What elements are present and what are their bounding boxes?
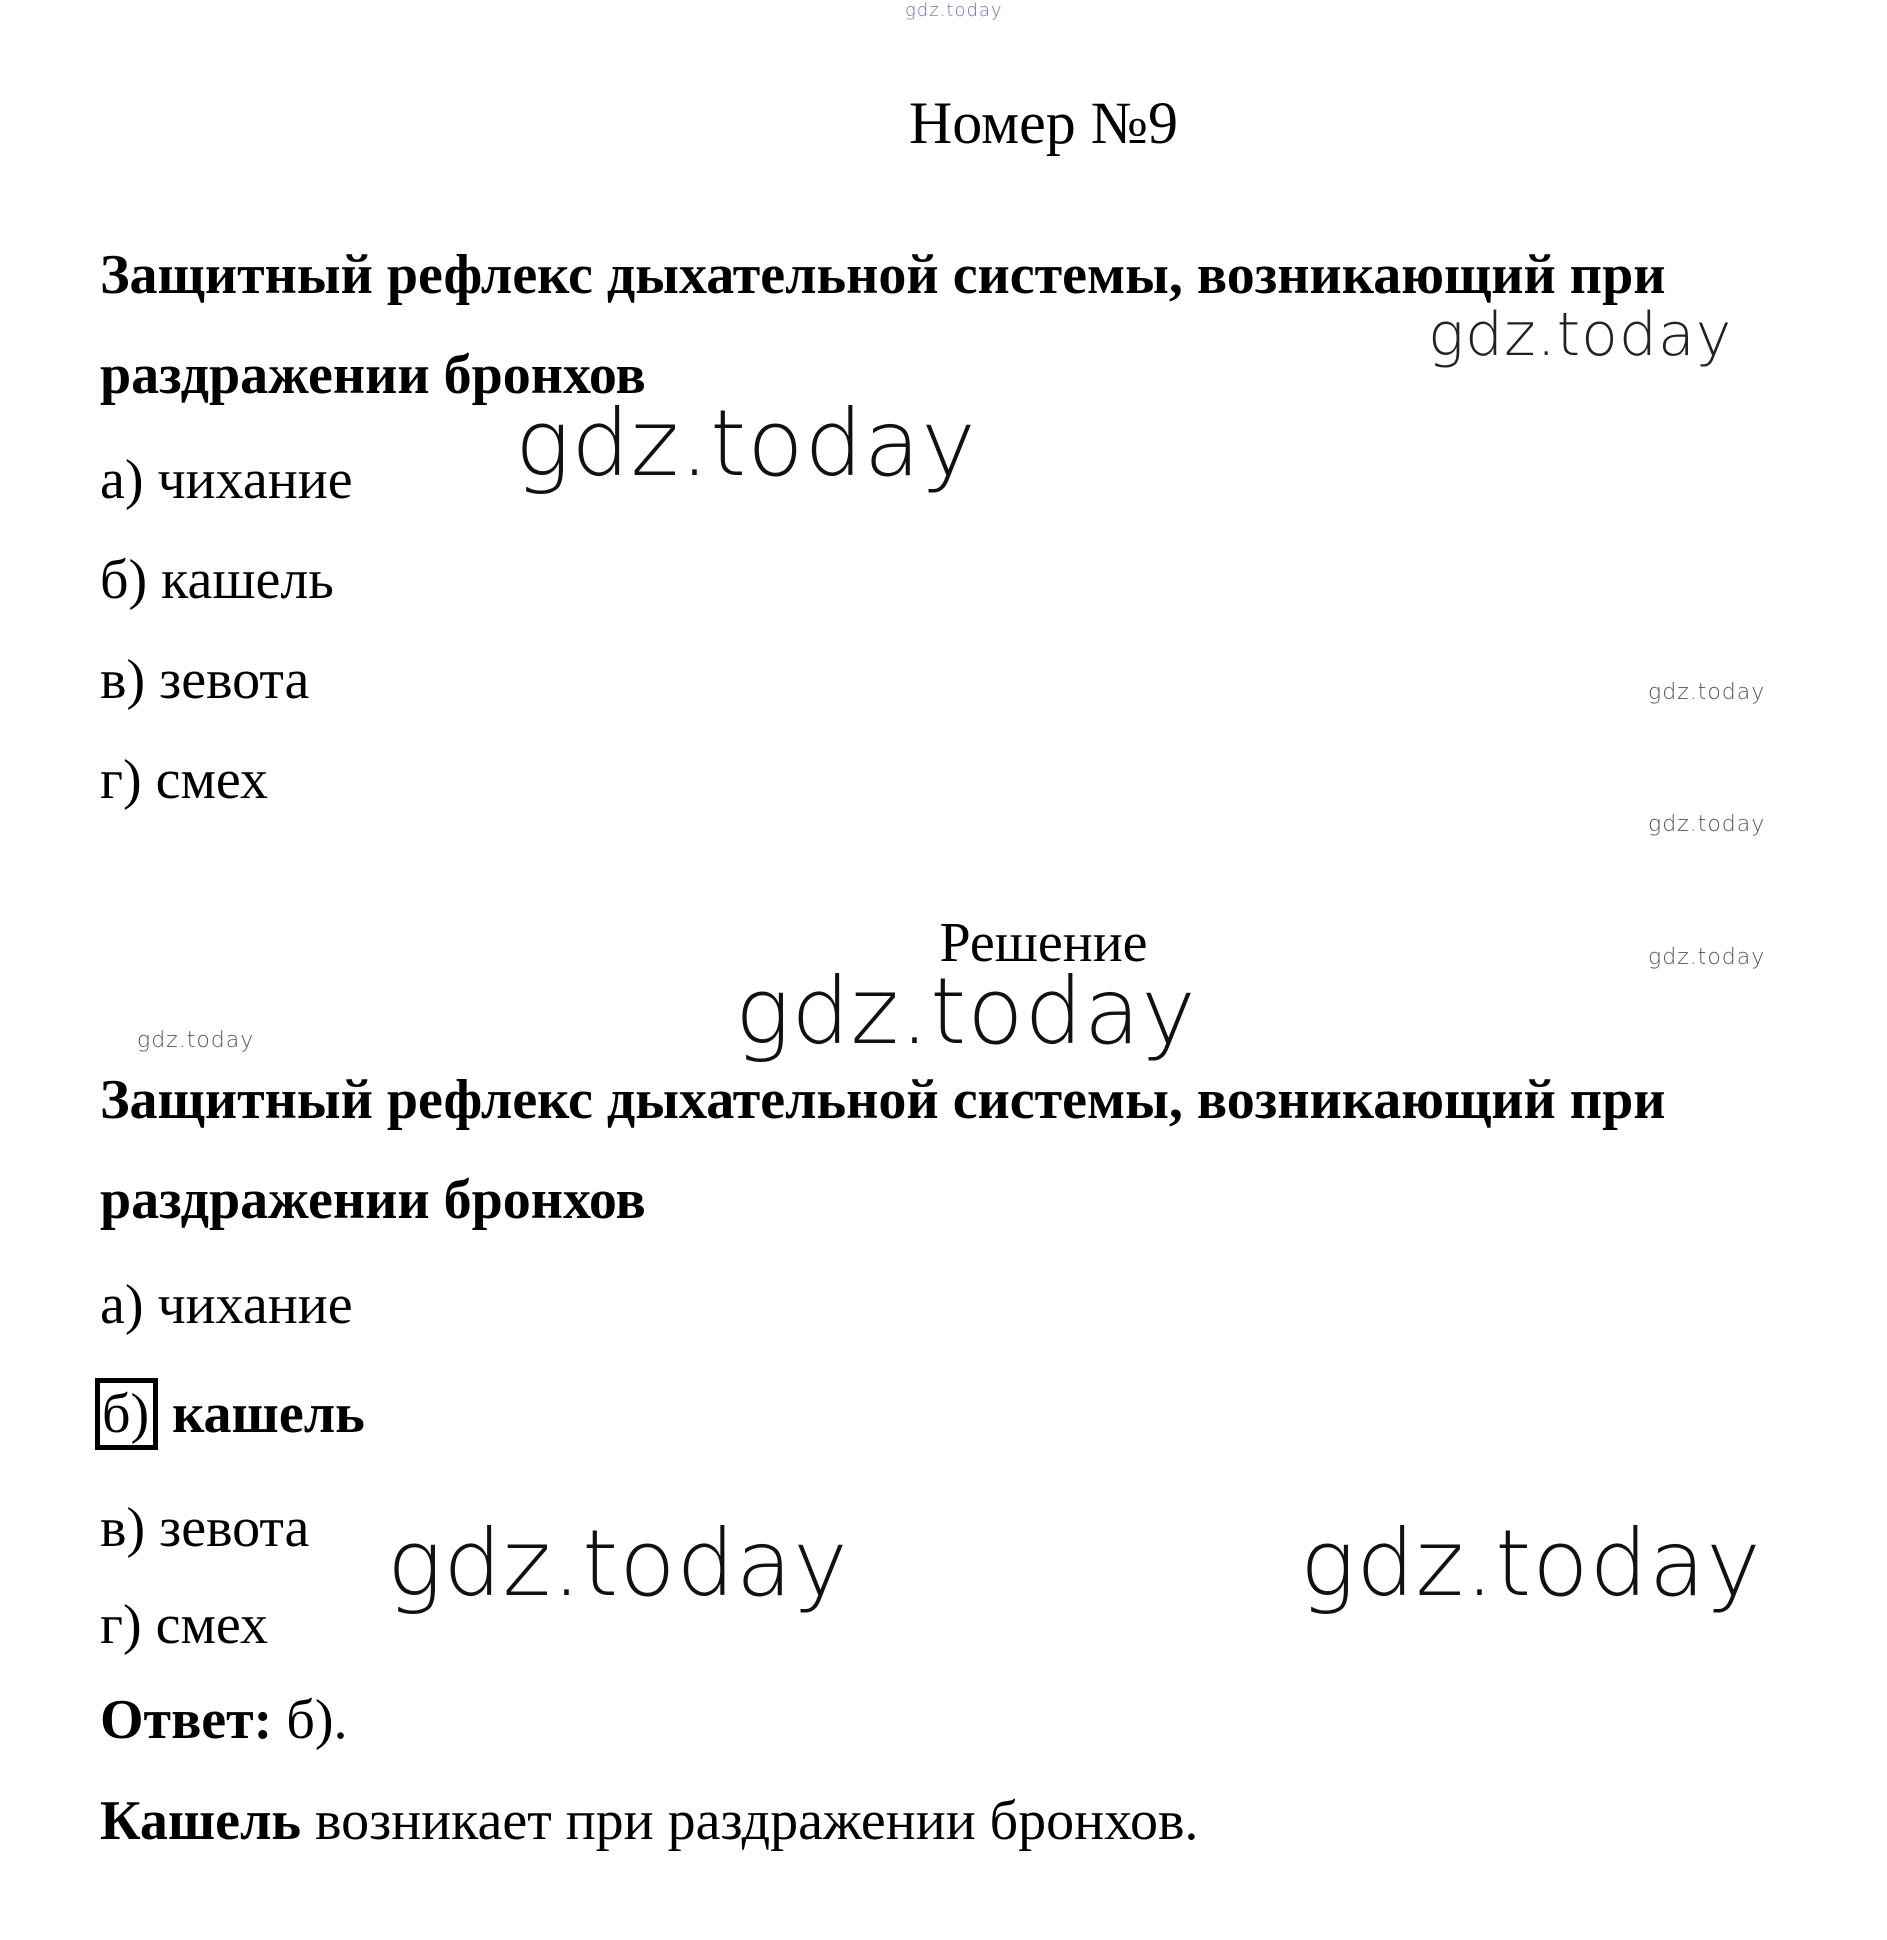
option-text: зевота (159, 1497, 310, 1559)
watermark: gdz.today (1428, 300, 1733, 370)
task-option-b (100, 547, 334, 613)
watermark: gdz.today (387, 1510, 849, 1617)
solution-option-b-correct (100, 1378, 365, 1450)
option-text: кашель (161, 549, 334, 611)
watermark: gdz.today (137, 1028, 255, 1053)
solution-option-a (100, 1272, 353, 1338)
option-text: чихание (157, 449, 353, 511)
option-letter: а) (100, 1274, 144, 1336)
task-option-a (100, 447, 353, 513)
watermark: gdz.today (1648, 812, 1766, 837)
option-text: смех (155, 749, 269, 811)
option-letter: в) (100, 649, 146, 711)
explanation-text: возникает при раздражении бронхов. (301, 1790, 1199, 1852)
option-letter: а) (100, 449, 144, 511)
task-question: Защитный рефлекс дыхательной системы, возникающий при раздражении бронхов (100, 244, 1666, 406)
watermark: gdz.today (1300, 1510, 1762, 1617)
explanation-line (100, 1788, 1198, 1854)
option-letter: б) (100, 549, 148, 611)
solution-option-c (100, 1495, 309, 1561)
watermark-top: gdz.today (905, 0, 1003, 21)
option-text: кашель (172, 1383, 365, 1445)
option-letter: г) (100, 749, 142, 811)
explanation-term: Кашель (100, 1790, 302, 1852)
answer-value: б). (272, 1689, 348, 1751)
solution-question: Защитный рефлекс дыхательной системы, возникающий при раздражении бронхов (100, 1069, 1666, 1231)
correct-answer-box: б) (95, 1378, 158, 1450)
watermark: gdz.today (515, 390, 977, 497)
watermark: gdz.today (735, 958, 1197, 1065)
option-letter: г) (100, 1594, 142, 1656)
page-title: Номер №9 (908, 90, 1179, 156)
option-letter: в) (100, 1497, 146, 1559)
task-option-d (100, 747, 268, 813)
solution-heading: Решение (939, 912, 1148, 974)
watermark: gdz.today (1648, 945, 1766, 970)
watermark: gdz.today (1648, 680, 1766, 705)
option-text: чихание (157, 1274, 353, 1336)
answer-label: Ответ: (100, 1689, 273, 1751)
solution-option-d (100, 1592, 268, 1658)
option-text: зевота (159, 649, 310, 711)
answer-line (100, 1687, 347, 1753)
task-option-c (100, 647, 309, 713)
option-text: смех (155, 1594, 269, 1656)
